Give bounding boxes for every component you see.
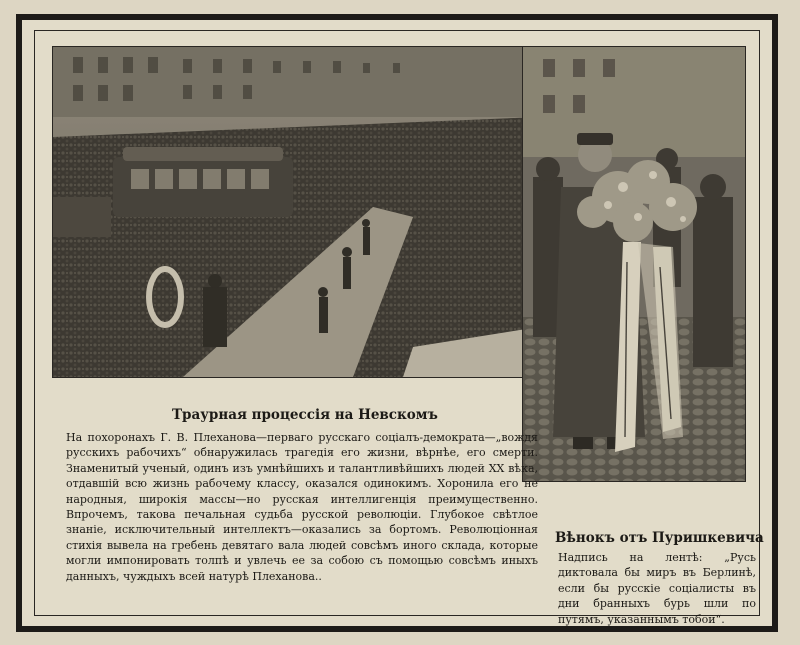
page-border <box>16 14 778 632</box>
left-photo-caption: Траурная процессія на Невскомъ <box>172 407 438 423</box>
left-article-paragraph: На похоронахъ Г. В. Плеханова—перваго русскаго соціалъ-демократа—„вождя русскихъ рабочихъ“ обнаружилась трагедія его жизни, вѣрнѣе, его смерти. Знаменитый ученый, одинъ изъ умнѣйшихъ и талантливѣйшихъ людей XX вѣка, отдавшій всю жизнь рабочему классу, оказался одинокимъ. Хоронила его не народныя, широкія массы—но русская интеллигенція преимущественно. Впрочемъ, такова печальная судьба русской революціи. Глубокое свѣтлое знаніе, исключительный интеллектъ—оказались за бортомъ. Революціонная стихія вывела на гребень девятаго вала людей совсѣмъ иного склада, которые могли импонировать толпѣ и увлечь ее за собою съ помощью совсѣмъ иныхъ данныхъ, чуждыхъ всей натурѣ Плеханова.. <box>66 431 538 583</box>
left-article-text <box>66 430 538 584</box>
funeral-procession-photo <box>52 46 540 378</box>
right-article-paragraph: Надпись на лентѣ: „Русь диктовала бы миръ въ Берлинѣ, если бы русскіе соціалисты въ дни бранныхъ бурь шли по путямъ, указаннымъ тобой“. <box>558 551 756 626</box>
right-photo-caption: Вѣнокъ отъ Пуришкевича <box>555 530 764 546</box>
right-article-text <box>558 550 756 627</box>
wreath-photo <box>522 46 746 482</box>
